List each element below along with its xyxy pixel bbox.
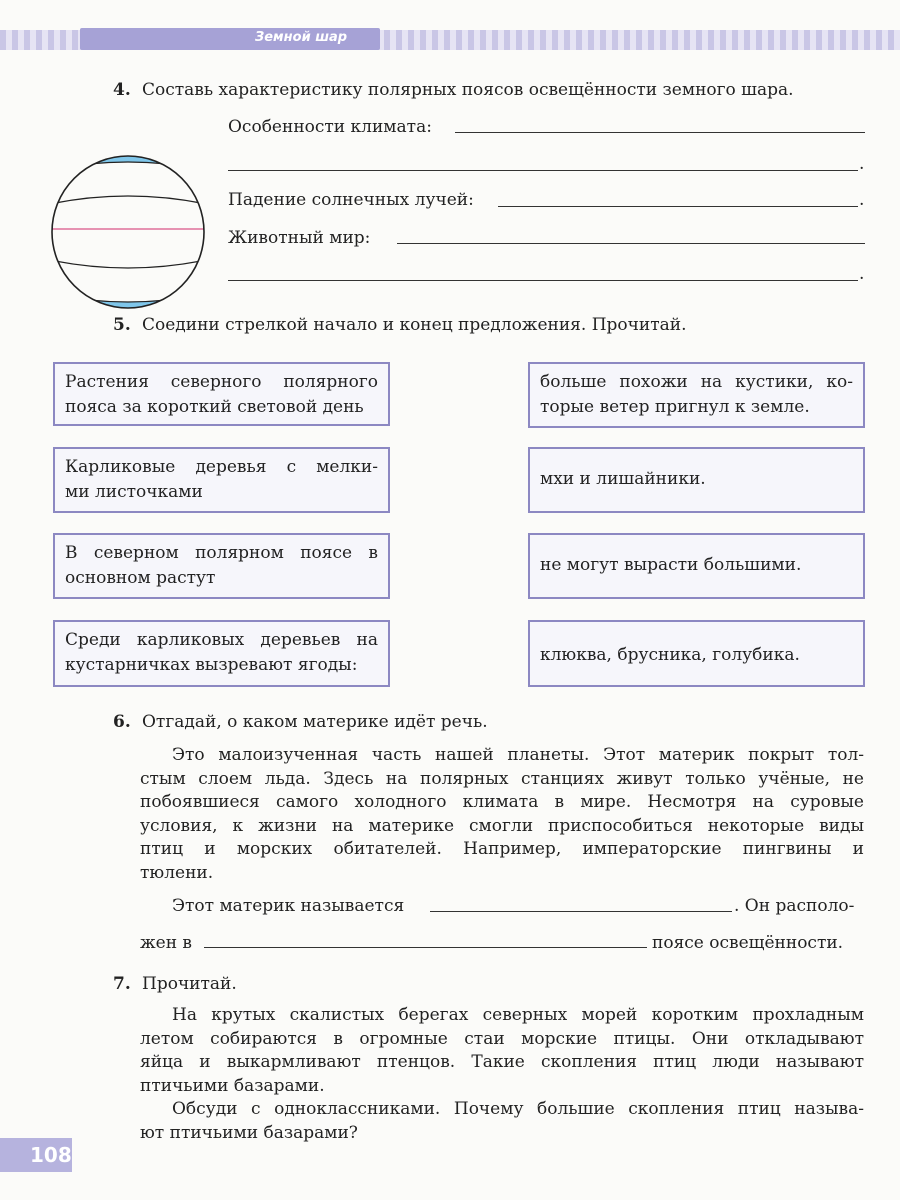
task-4-number: 4. xyxy=(113,80,131,100)
answer-zone-end: поясе освещённости. xyxy=(652,933,844,953)
paragraph-line: птиц и морских обитателей. Например, императорские пингвины и xyxy=(140,839,864,859)
paragraph-line: тюлени. xyxy=(140,862,214,883)
section-title: Земной шар xyxy=(255,30,348,45)
task-5-prompt: Соедини стрелкой начало и конец предложения. Прочитай. xyxy=(142,315,687,335)
sun-rays-answer-line[interactable] xyxy=(498,206,858,207)
south-polar-zone xyxy=(50,294,206,312)
box-line: торые ветер пригнул к земле. xyxy=(540,397,810,417)
task-6-text xyxy=(140,744,864,885)
sentence-start-box[interactable] xyxy=(53,447,390,513)
box-line: ми листочками xyxy=(65,482,203,502)
answer-continent-end: . Он располо- xyxy=(734,896,855,916)
animals-answer-line-2[interactable] xyxy=(228,280,858,281)
box-line: Карликовые деревья с мелки- xyxy=(65,457,378,477)
sentence-start-box[interactable] xyxy=(53,620,390,687)
task-6-number: 6. xyxy=(113,712,131,732)
sentence-start-box[interactable] xyxy=(53,533,390,599)
paragraph-line: стым слоем льда. Здесь на полярных станциях живут только учёные, не xyxy=(140,768,864,789)
box-line: Среди карликовых деревьев на xyxy=(65,630,378,650)
field-climate-label: Особенности климата: xyxy=(228,117,432,137)
sentence-end-box[interactable] xyxy=(528,362,865,428)
box-line: основном растут xyxy=(65,568,216,588)
globe-diagram xyxy=(50,152,210,312)
task-4-prompt: Составь характеристику полярных поясов освещённости земного шара. xyxy=(142,80,794,100)
paragraph-line: птичьими базарами. xyxy=(140,1075,325,1096)
task-7-number: 7. xyxy=(113,974,131,994)
box-line: мхи и лишайники. xyxy=(540,469,706,489)
answer-continent-label: Этот материк называется xyxy=(172,896,405,916)
climate-answer-line-2[interactable] xyxy=(228,170,858,171)
box-line: В северном полярном поясе в xyxy=(65,543,378,563)
climate-answer-line[interactable] xyxy=(455,132,865,133)
north-polar-zone xyxy=(50,152,206,170)
period-mark: . xyxy=(859,154,865,174)
field-animals-label: Животный мир: xyxy=(228,228,371,248)
box-line: больше похожи на кустики, ко- xyxy=(540,372,853,392)
page-number: 108 xyxy=(30,1143,72,1167)
zone-answer-line[interactable] xyxy=(204,947,647,948)
box-line: пояса за короткий световой день xyxy=(65,397,364,417)
task-5-number: 5. xyxy=(113,315,131,335)
paragraph-line: ют птичьими базарами? xyxy=(140,1122,358,1143)
box-line: клюква, брусника, голубика. xyxy=(540,645,800,665)
box-line: кустарничках вызревают ягоды: xyxy=(65,655,358,675)
sentence-end-box[interactable] xyxy=(528,533,865,599)
paragraph-line: яйца и выкармливают птенцов. Такие скопления птиц люди называют xyxy=(140,1052,864,1072)
paragraph-line: условия, к жизни на материке смогли приспособиться некоторые виды xyxy=(140,815,864,836)
south-tropic-line xyxy=(50,260,206,268)
period-mark: . xyxy=(859,264,865,284)
task-7-prompt: Прочитай. xyxy=(142,974,237,994)
paragraph-line: побоявшиеся самого холодного климата в мире. Несмотря на суровые xyxy=(140,792,864,812)
animals-answer-line[interactable] xyxy=(397,243,865,244)
continent-answer-line[interactable] xyxy=(430,911,732,912)
paragraph-line: Это малоизученная часть нашей планеты. Этот материк покрыт тол- xyxy=(172,745,864,765)
box-line: Растения северного полярного xyxy=(65,372,378,392)
paragraph-line: На крутых скалистых берегах северных морей коротким прохладным xyxy=(172,1005,864,1025)
paragraph-line: Обсуди с одноклассниками. Почему большие скопления птиц называ- xyxy=(172,1099,864,1119)
sentence-end-box[interactable] xyxy=(528,620,865,687)
answer-zone-label: жен в xyxy=(140,933,193,953)
north-tropic-line xyxy=(50,196,206,204)
paragraph-line: летом собираются в огромные стаи морские птицы. Они откладывают xyxy=(140,1028,864,1049)
sentence-start-box[interactable] xyxy=(53,362,390,426)
box-line: не могут вырасти большими. xyxy=(540,555,802,575)
period-mark: . xyxy=(859,190,865,210)
task-7-text xyxy=(140,1004,864,1145)
field-sun-rays-label: Падение солнечных лучей: xyxy=(228,190,474,210)
sentence-end-box[interactable] xyxy=(528,447,865,513)
task-6-prompt: Отгадай, о каком материке идёт речь. xyxy=(142,712,488,732)
